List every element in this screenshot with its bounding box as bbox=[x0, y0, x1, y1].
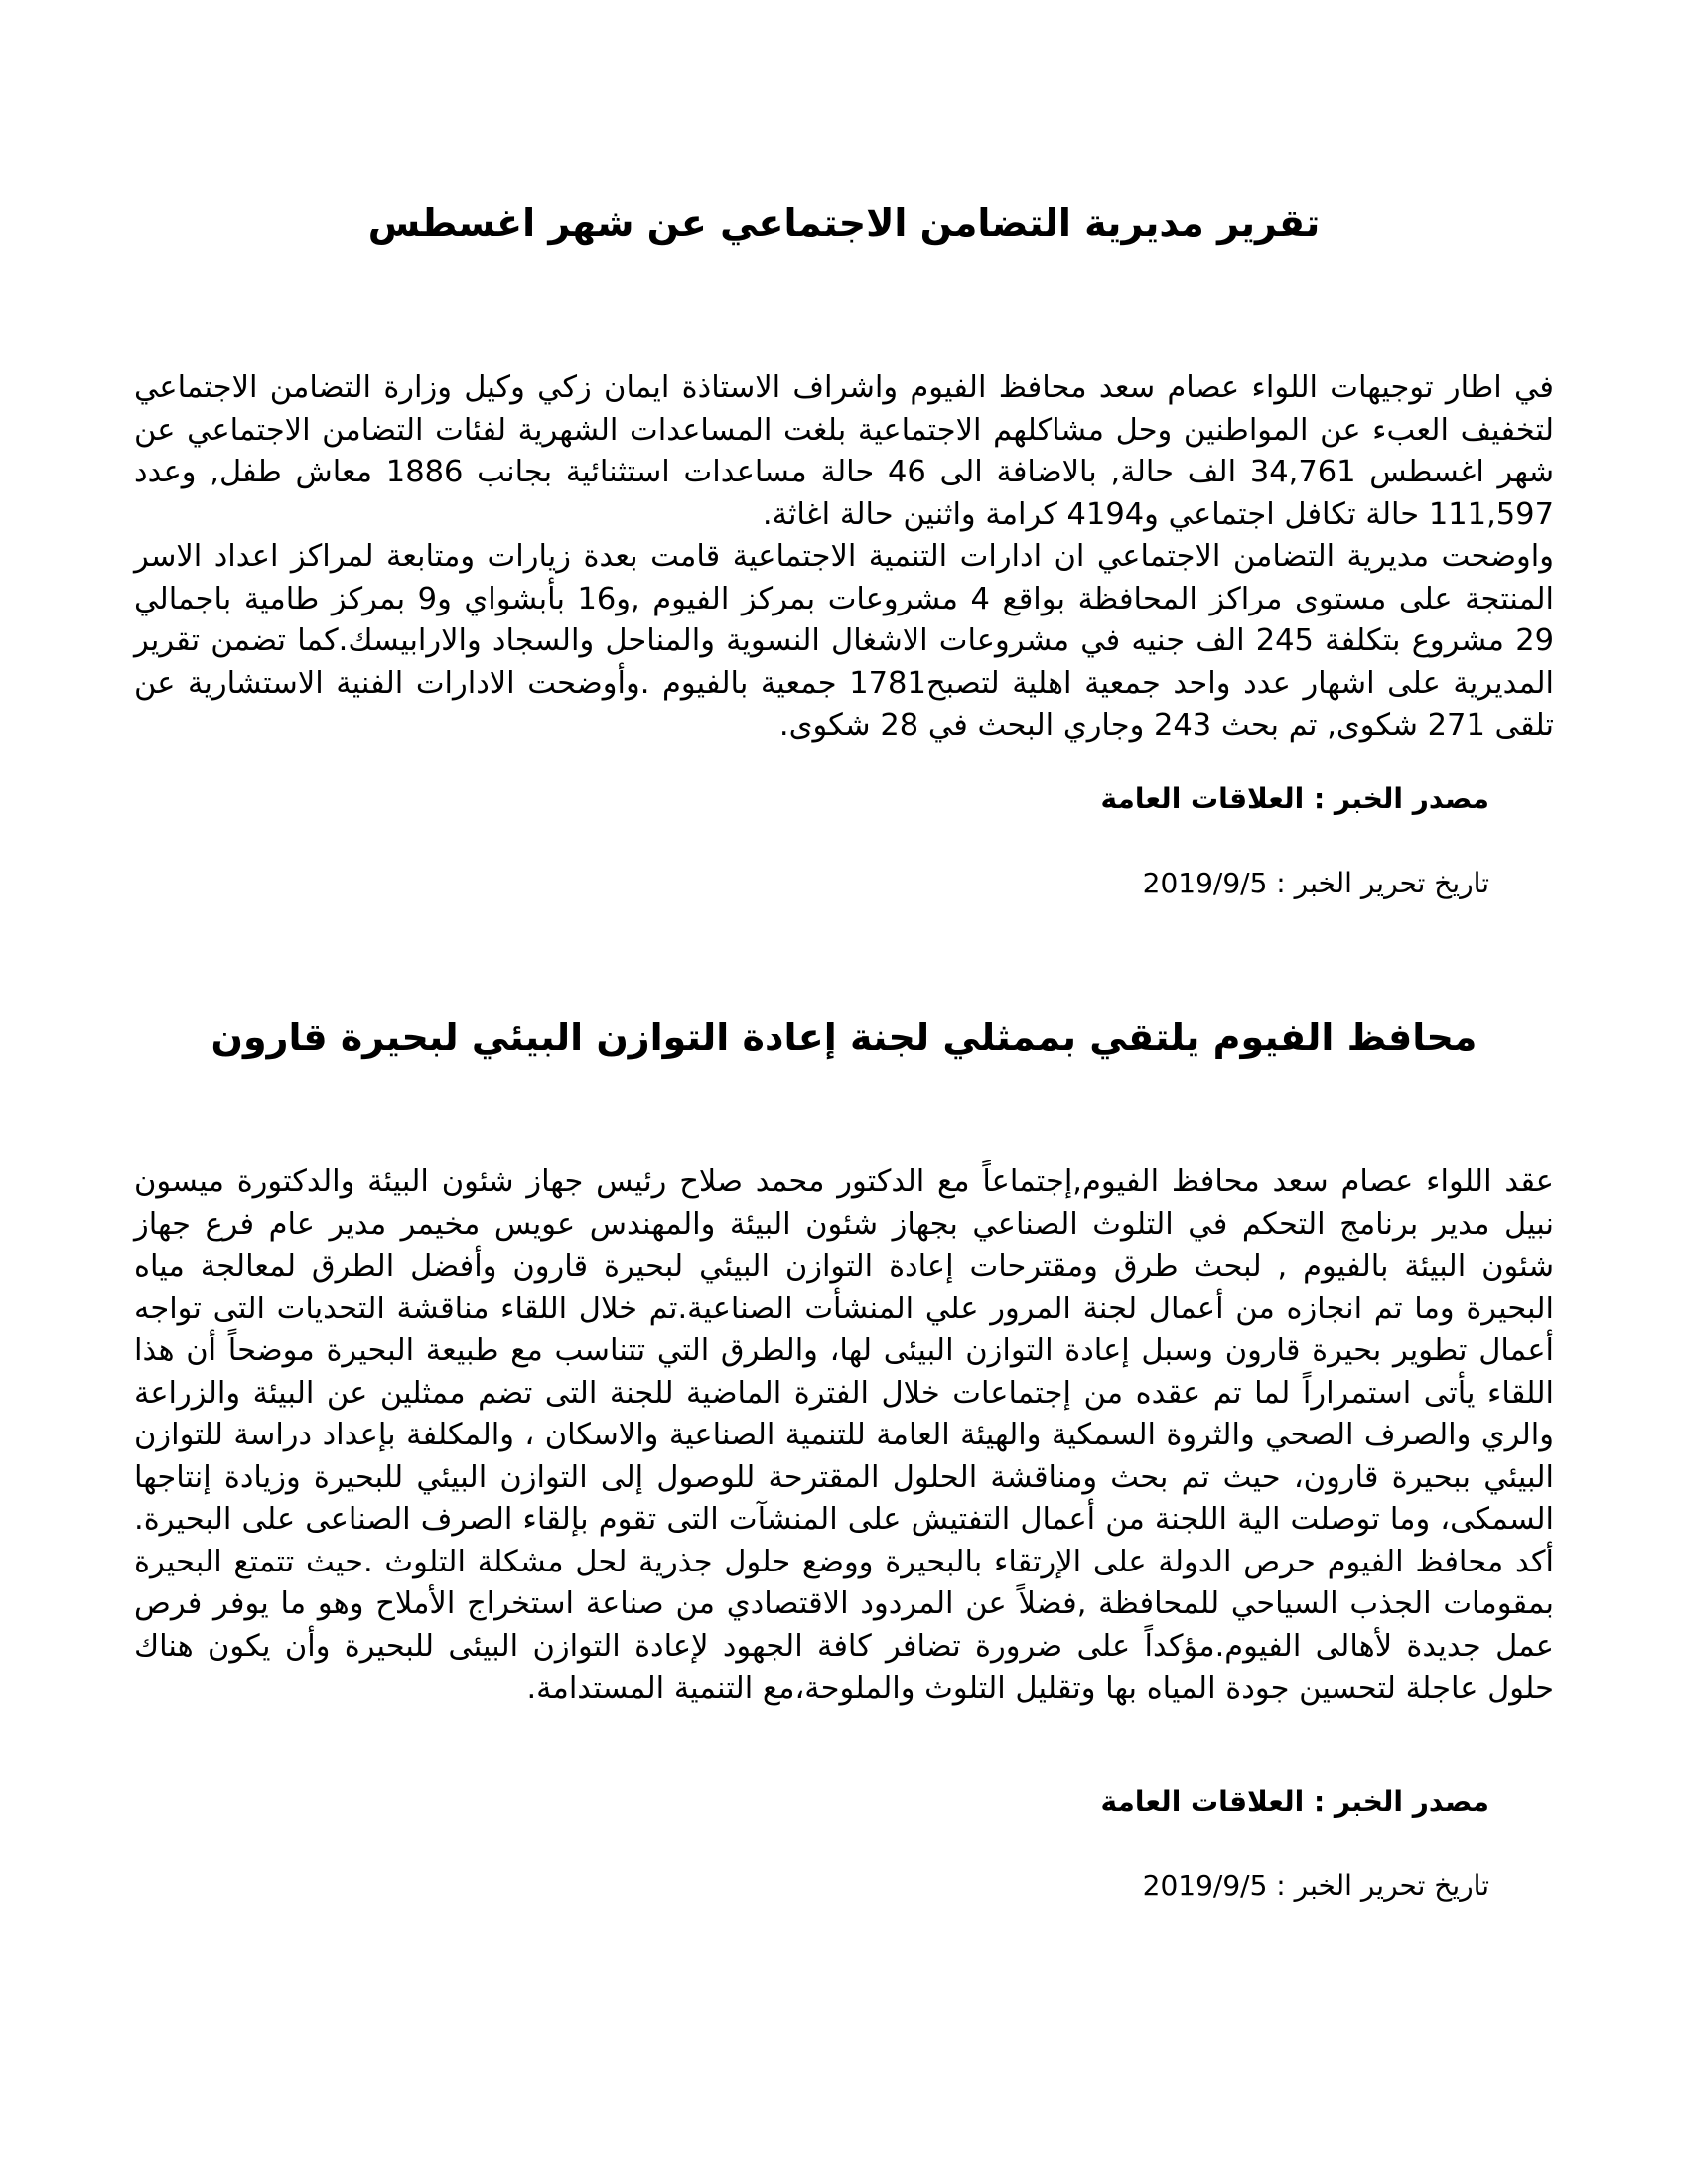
article-1-paragraph-2: واوضحت مديرية التضامن الاجتماعي ان ادارات التنمية الاجتماعية قامت بعدة زيارات ومتابعة لمراكز اعداد الاسر المنتجة على مستوى مراكز المحافظة بواقع 4 مشروعات بمركز الفيوم ,و16 بأبشواي و9 بمركز طامية باجمالي 29 مشروع بتكلفة 245 الف جنيه في مشروعات الاشغال النسوية والمناحل والسجاد والارابيسك.كما تضمن تقرير المديرية على اشهار عدد واحد جمعية اهلية لتصبح1781 جمعية بالفيوم .وأوضحت الادارات الفنية الاستشارية عن تلقى 271 شكوى, تم بحث 243 وجاري البحث في 28 شكوى. bbox=[134, 539, 1555, 743]
article-1-paragraph-1: في اطار توجيهات اللواء عصام سعد محافظ الفيوم واشراف الاستاذة ايمان زكي وكيل وزارة التضامن الاجتماعي لتخفيف العبء عن المواطنين وحل مشاكلهم الاجتماعية بلغت المساعدات الشهرية لفئات التضامن الاجتماعي عن شهر اغسطس 34,761 الف حالة, بالاضافة الى 46 حالة مساعدات استثنائية بجانب 1886 معاش طفل, وعدد 111,597 حالة تكافل اجتماعي و4194 كرامة واثنين حالة اغاثة. bbox=[134, 370, 1554, 532]
article-2-source: مصدر الخبر : العلاقات العامة bbox=[1100, 1785, 1489, 1818]
article-2-title: محافظ الفيوم يلتقي بممثلي لجنة إعادة التوازن البيئي لبحيرة قارون bbox=[211, 1016, 1477, 1059]
article-1-title: تقرير مديرية التضامن الاجتماعي عن شهر اغسطس bbox=[367, 202, 1321, 245]
article-2-paragraph-1: عقد اللواء عصام سعد محافظ الفيوم,إجتماعاً مع الدكتور محمد صلاح رئيس جهاز شئون البيئة والدكتورة ميسون نبيل مدير برنامج التحكم في التلوث الصناعي بجهاز شئون البيئة والمهندس عويس مخيمر مدير عام فرع جهاز شئون البيئة بالفيوم , لبحث طرق ومقترحات إعادة التوازن البيئي لبحيرة قارون وأفضل الطرق لمعالجة مياه البحيرة وما تم انجازه من أعمال لجنة المرور علي المنشأت الصناعية.تم خلال اللقاء مناقشة التحديات التى تواجه أعمال تطوير بحيرة قارون وسبل إعادة التوازن البيئى لها، والطرق التي تتناسب مع طبيعة البحيرة موضحاً أن هذا اللقاء يأتى استمراراً لما تم عقده من إجتماعات خلال الفترة الماضية للجنة التى تضم ممثلين عن البيئة والزراعة والري والصرف الصحي والثروة السمكية والهيئة العامة للتنمية الصناعية والاسكان ، والمكلفة بإعداد دراسة للتوازن البيئي ببحيرة قارون، حيث تم بحث ومناقشة الحلول المقترحة للوصول إلى التوازن البيئي للبحيرة وزيادة إنتاجها السمكى، وما توصلت الية اللجنة من أعمال التفتيش على المنشآت التى تقوم بإلقاء الصرف الصناعى على البحيرة. أكد محافظ الفيوم حرص الدولة على الإرتقاء بالبحيرة ووضع حلول جذرية لحل مشكلة التلوث .حيث تتمتع البحيرة بمقومات الجذب السياحي للمحافظة ,فضلاً عن المردود الاقتصادي من صناعة استخراج الأملاح وهو ما يوفر فرص عمل جديدة لأهالى الفيوم.مؤكداً على ضرورة تضافر كافة الجهود لإعادة التوازن البيئى للبحيرة وأن يكون هناك حلول عاجلة لتحسين جودة المياه بها وتقليل التلوث والملوحة،مع التنمية المستدامة. bbox=[134, 1164, 1554, 1706]
article-1-source: مصدر الخبر : العلاقات العامة bbox=[1100, 782, 1489, 815]
article-2-date: تاريخ تحرير الخبر : 2019/9/5 bbox=[1142, 1869, 1489, 1902]
article-1-date: تاريخ تحرير الخبر : 2019/9/5 bbox=[1142, 867, 1489, 899]
